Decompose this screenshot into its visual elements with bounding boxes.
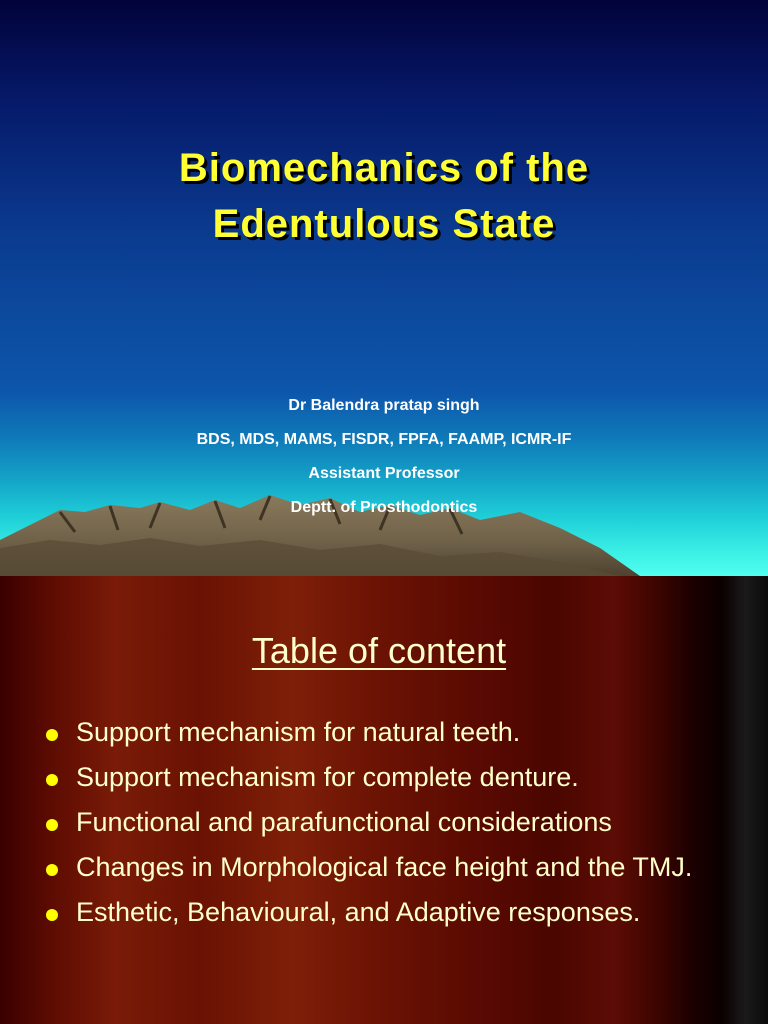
table-of-content-slide [0, 576, 768, 1024]
toc-item-text: Support mechanism for complete denture. [76, 762, 579, 792]
bullet-dot-icon [46, 864, 58, 876]
toc-item [46, 761, 746, 793]
author-qualifications: BDS, MDS, MAMS, FISDR, FPFA, FAAMP, ICMR-IF [196, 431, 572, 448]
toc-heading: Table of content [251, 630, 507, 671]
toc-item [46, 806, 746, 838]
bullet-dot-icon [46, 774, 58, 786]
title-line-2: Edentulous State [212, 202, 556, 246]
toc-item-text: Changes in Morphological face height and the TMJ. [76, 852, 693, 882]
author-department: Deptt. of Prosthodontics [290, 499, 478, 516]
author-position: Assistant Professor [308, 465, 460, 482]
bullet-dot-icon [46, 729, 58, 741]
author-info [0, 393, 768, 529]
toc-item-text: Support mechanism for natural teeth. [76, 717, 521, 747]
toc-item [46, 716, 746, 748]
toc-list [46, 716, 746, 941]
author-name: Dr Balendra pratap singh [288, 397, 480, 414]
toc-item [46, 896, 746, 928]
toc-item-text: Esthetic, Behavioural, and Adaptive responses. [76, 897, 641, 927]
toc-item [46, 851, 746, 883]
presentation-title [0, 140, 768, 252]
toc-item-text: Functional and parafunctional considerations [76, 807, 612, 837]
bullet-dot-icon [46, 819, 58, 831]
bullet-dot-icon [46, 909, 58, 921]
title-line-1: Biomechanics of the [178, 146, 590, 190]
